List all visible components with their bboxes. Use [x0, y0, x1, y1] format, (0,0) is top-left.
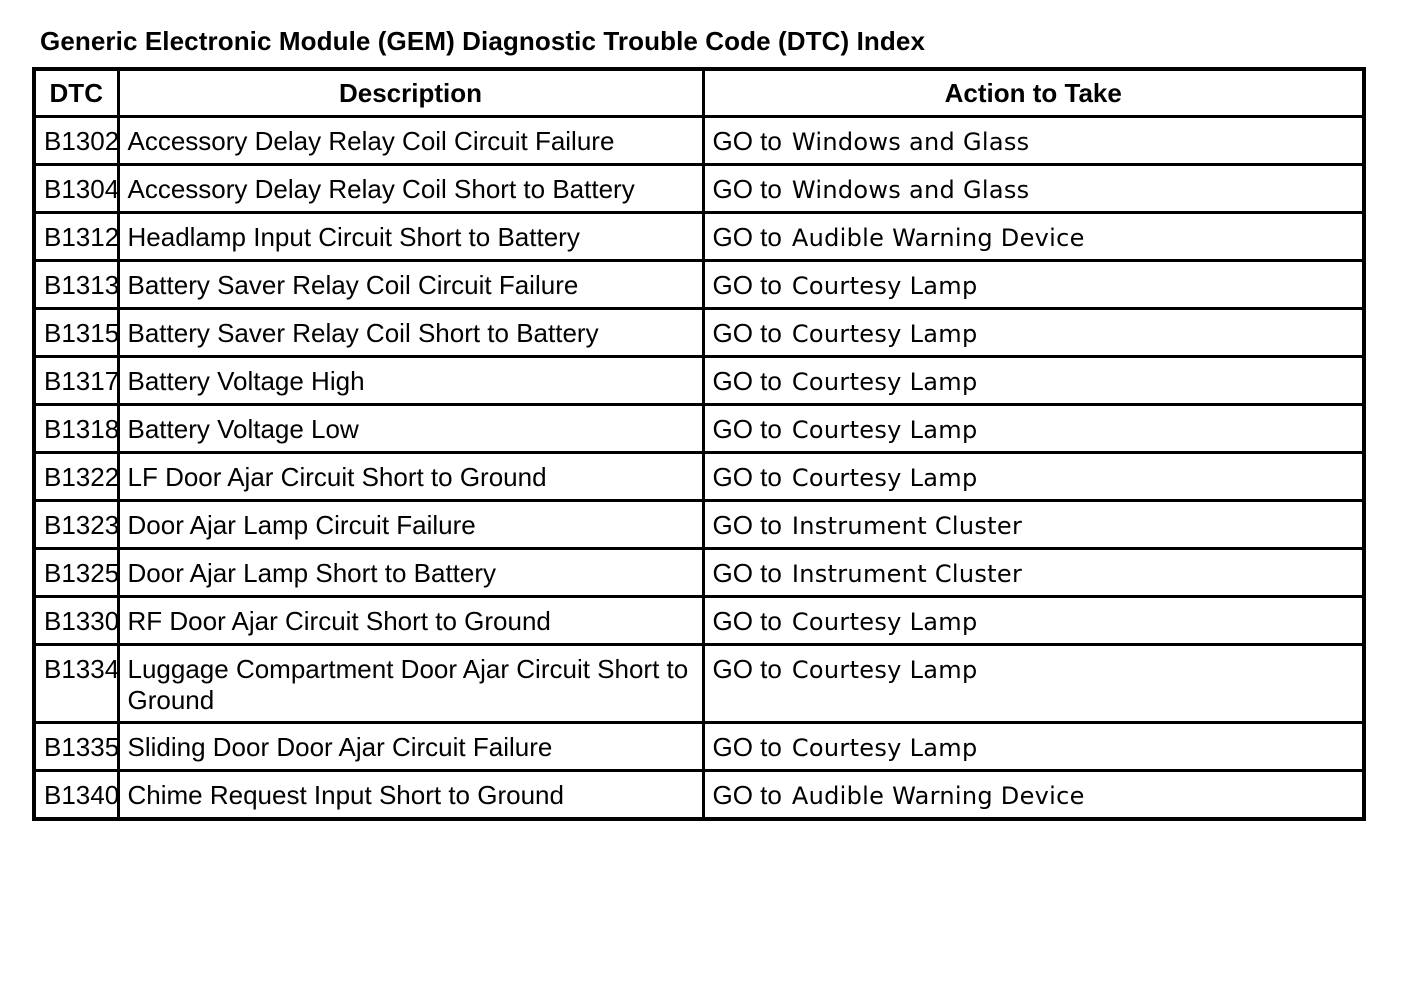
table-row — [34, 309, 1364, 357]
header-description: Description — [118, 69, 703, 117]
dtc-description: Accessory Delay Relay Coil Circuit Failure — [118, 117, 703, 165]
dtc-code: B1317 — [34, 357, 118, 405]
table-row — [34, 213, 1364, 261]
go-to-label: GO to — [712, 654, 782, 684]
dtc-code: B1315 — [34, 309, 118, 357]
dtc-action — [703, 357, 1364, 405]
go-to-label: GO to — [712, 270, 782, 300]
go-to-label: GO to — [712, 174, 782, 204]
go-to-label: GO to — [712, 222, 782, 252]
action-target-link[interactable]: Courtesy Lamp — [791, 608, 978, 636]
dtc-action — [703, 405, 1364, 453]
dtc-action — [703, 501, 1364, 549]
dtc-index-table — [32, 67, 1366, 821]
go-to-label: GO to — [712, 510, 782, 540]
go-to-label: GO to — [712, 462, 782, 492]
dtc-description: Accessory Delay Relay Coil Short to Battery — [118, 165, 703, 213]
dtc-code: B1313 — [34, 261, 118, 309]
dtc-description: Headlamp Input Circuit Short to Battery — [118, 213, 703, 261]
table-row — [34, 117, 1364, 165]
dtc-action — [703, 213, 1364, 261]
header-dtc: DTC — [34, 69, 118, 117]
dtc-code: B1334 — [34, 645, 118, 723]
action-target-link[interactable]: Instrument Cluster — [791, 512, 1023, 540]
action-target-link[interactable]: Courtesy Lamp — [791, 416, 978, 444]
dtc-code: B1340 — [34, 771, 118, 820]
dtc-description: Luggage Compartment Door Ajar Circuit Short to Ground — [118, 645, 703, 723]
action-target-link[interactable]: Instrument Cluster — [791, 560, 1023, 588]
dtc-action — [703, 309, 1364, 357]
document-title: Generic Electronic Module (GEM) Diagnostic Trouble Code (DTC) Index — [40, 26, 926, 56]
action-target-link[interactable]: Windows and Glass — [791, 176, 1030, 204]
go-to-label: GO to — [712, 558, 782, 588]
table-row — [34, 549, 1364, 597]
action-target-link[interactable]: Courtesy Lamp — [791, 272, 978, 300]
table-row — [34, 771, 1364, 820]
dtc-code: B1335 — [34, 723, 118, 771]
action-target-link[interactable]: Courtesy Lamp — [791, 734, 978, 762]
dtc-action — [703, 117, 1364, 165]
table-row — [34, 723, 1364, 771]
dtc-code: B1330 — [34, 597, 118, 645]
go-to-label: GO to — [712, 126, 782, 156]
dtc-action — [703, 645, 1364, 723]
table-row — [34, 261, 1364, 309]
dtc-description: Chime Request Input Short to Ground — [118, 771, 703, 820]
dtc-action — [703, 597, 1364, 645]
table-row — [34, 597, 1364, 645]
table-row — [34, 645, 1364, 723]
dtc-action — [703, 453, 1364, 501]
dtc-action — [703, 549, 1364, 597]
action-target-link[interactable]: Courtesy Lamp — [791, 656, 978, 684]
dtc-action — [703, 771, 1364, 820]
dtc-action — [703, 723, 1364, 771]
table-body — [34, 117, 1364, 820]
dtc-description: Sliding Door Door Ajar Circuit Failure — [118, 723, 703, 771]
dtc-code: B1322 — [34, 453, 118, 501]
table-row — [34, 405, 1364, 453]
table-row — [34, 453, 1364, 501]
go-to-label: GO to — [712, 780, 782, 810]
dtc-code: B1323 — [34, 501, 118, 549]
dtc-description: Door Ajar Lamp Short to Battery — [118, 549, 703, 597]
dtc-code: B1304 — [34, 165, 118, 213]
action-target-link[interactable]: Courtesy Lamp — [791, 320, 978, 348]
dtc-action — [703, 261, 1364, 309]
dtc-description: Battery Voltage Low — [118, 405, 703, 453]
go-to-label: GO to — [712, 366, 782, 396]
action-target-link[interactable]: Audible Warning Device — [791, 782, 1085, 810]
go-to-label: GO to — [712, 318, 782, 348]
go-to-label: GO to — [712, 732, 782, 762]
dtc-description: Battery Voltage High — [118, 357, 703, 405]
go-to-label: GO to — [712, 606, 782, 636]
dtc-description: RF Door Ajar Circuit Short to Ground — [118, 597, 703, 645]
header-action: Action to Take — [703, 69, 1364, 117]
table-row — [34, 501, 1364, 549]
action-target-link[interactable]: Courtesy Lamp — [791, 368, 978, 396]
dtc-code: B1302 — [34, 117, 118, 165]
dtc-action — [703, 165, 1364, 213]
action-target-link[interactable]: Audible Warning Device — [791, 224, 1085, 252]
dtc-description: LF Door Ajar Circuit Short to Ground — [118, 453, 703, 501]
dtc-description: Door Ajar Lamp Circuit Failure — [118, 501, 703, 549]
dtc-code: B1312 — [34, 213, 118, 261]
action-target-link[interactable]: Courtesy Lamp — [791, 464, 978, 492]
dtc-description: Battery Saver Relay Coil Circuit Failure — [118, 261, 703, 309]
go-to-label: GO to — [712, 414, 782, 444]
table-row — [34, 165, 1364, 213]
dtc-description: Battery Saver Relay Coil Short to Battery — [118, 309, 703, 357]
dtc-code: B1318 — [34, 405, 118, 453]
action-target-link[interactable]: Windows and Glass — [791, 128, 1030, 156]
header-row — [34, 69, 1364, 117]
table-row — [34, 357, 1364, 405]
table-header — [34, 69, 1364, 117]
dtc-code: B1325 — [34, 549, 118, 597]
